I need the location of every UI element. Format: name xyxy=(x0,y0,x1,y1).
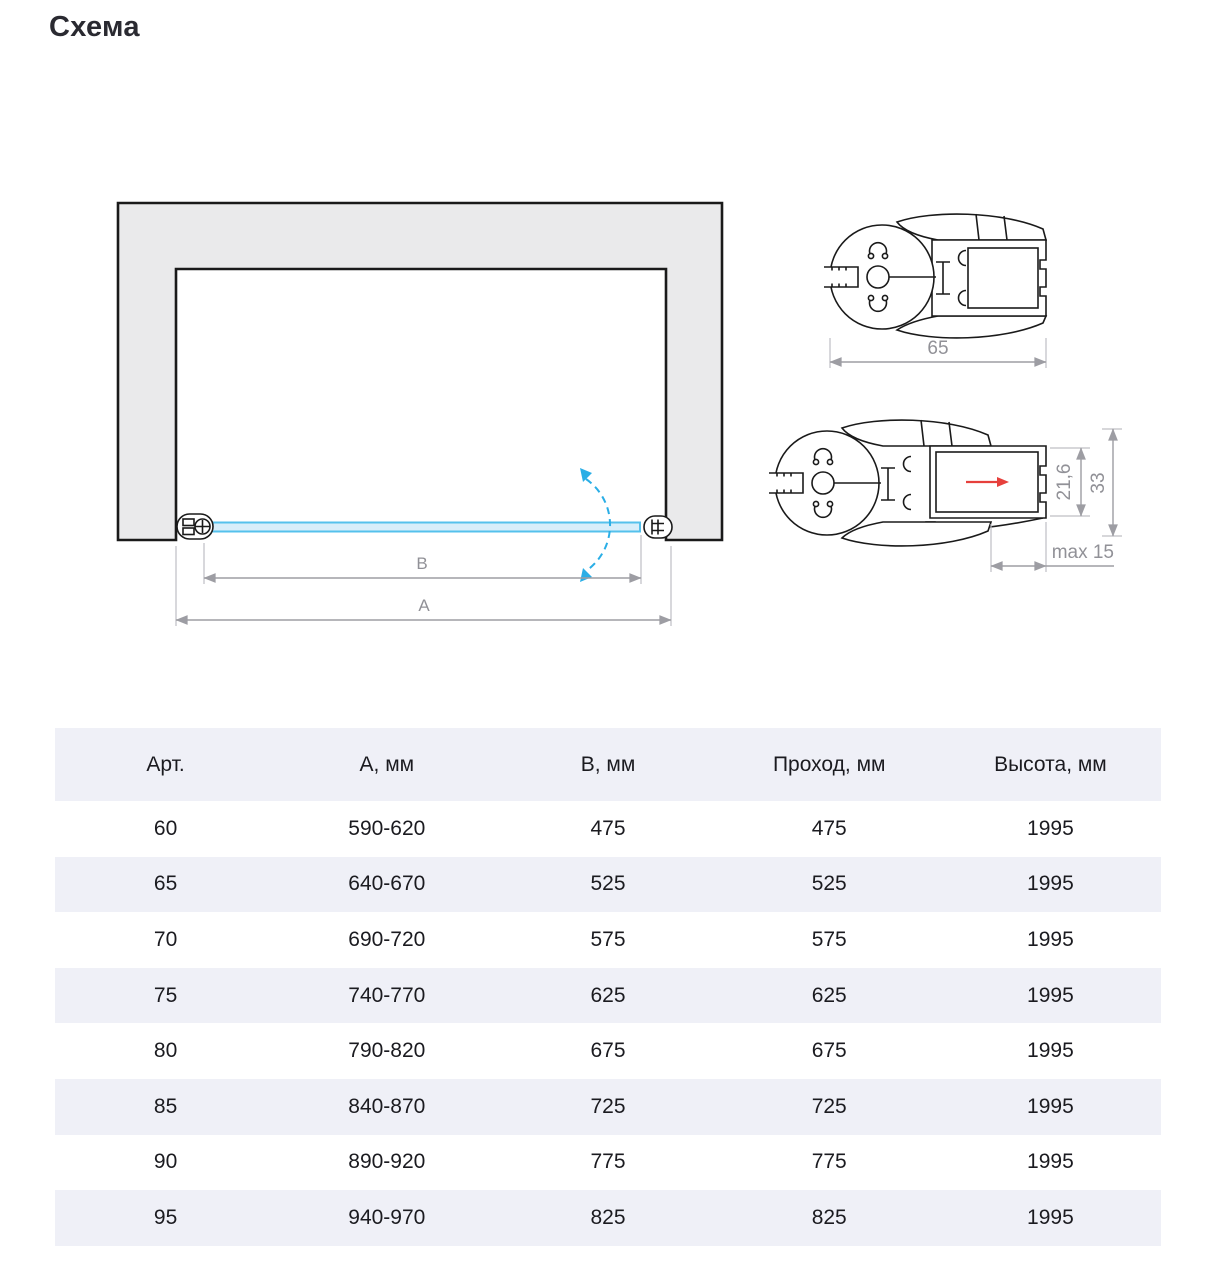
wall-profile-left xyxy=(177,514,213,539)
table-row xyxy=(55,968,1161,1024)
table-cell: 625 xyxy=(811,983,847,1007)
column-header: А, мм xyxy=(359,752,415,776)
table-cell: 1995 xyxy=(1027,927,1074,951)
table-cell: 575 xyxy=(811,927,847,951)
profile-section-closed xyxy=(824,214,1046,368)
table-cell: 475 xyxy=(811,816,847,840)
table-row xyxy=(55,857,1161,913)
table-row xyxy=(55,1079,1161,1135)
spec-table xyxy=(55,728,1161,1246)
table-cell: 690-720 xyxy=(348,927,426,951)
dimension-profile-height xyxy=(1088,429,1122,536)
table-cell: 90 xyxy=(153,1150,178,1174)
table-cell: 75 xyxy=(153,983,178,1007)
profile-width-label: 65 xyxy=(927,338,949,359)
table-cell: 725 xyxy=(590,1094,626,1118)
table-row xyxy=(55,912,1161,968)
table-cell: 1995 xyxy=(1027,1205,1074,1229)
column-header: Проход, мм xyxy=(772,752,886,776)
table-cell: 475 xyxy=(590,816,626,840)
table-cell: 790-820 xyxy=(348,1039,426,1063)
table-cell: 525 xyxy=(811,872,847,896)
table-cell: 80 xyxy=(153,1039,178,1063)
table-cell: 675 xyxy=(811,1039,847,1063)
dimension-profile-depth xyxy=(1050,448,1090,516)
table-cell: 1995 xyxy=(1027,983,1074,1007)
table-cell: 940-970 xyxy=(348,1205,426,1229)
wall-top-view xyxy=(118,203,722,540)
table-body xyxy=(55,801,1161,1246)
table-cell: 825 xyxy=(811,1205,847,1229)
table-cell: 1995 xyxy=(1027,1150,1074,1174)
table-cell: 95 xyxy=(153,1205,178,1229)
table-cell: 590-620 xyxy=(348,816,426,840)
table-cell: 85 xyxy=(153,1094,178,1118)
column-header: Арт. xyxy=(146,752,185,776)
table-cell: 640-670 xyxy=(348,872,426,896)
profile-depth-label: 21,6 xyxy=(1054,463,1075,501)
dim-b-label: B xyxy=(416,554,428,573)
table-cell: 1995 xyxy=(1027,816,1074,840)
column-header: Высота, мм xyxy=(994,752,1107,776)
table-cell: 65 xyxy=(153,872,178,896)
table-cell: 725 xyxy=(811,1094,847,1118)
dimension-b xyxy=(204,535,641,584)
table-cell: 1995 xyxy=(1027,1094,1074,1118)
table-cell: 1995 xyxy=(1027,872,1074,896)
table-cell: 825 xyxy=(590,1205,626,1229)
table-cell: 625 xyxy=(590,983,626,1007)
table-cell: 525 xyxy=(590,872,626,896)
table-cell: 775 xyxy=(590,1150,626,1174)
glass-door-panel xyxy=(208,523,640,532)
profile-adjust-label: max 15 xyxy=(1051,542,1114,563)
table-cell: 675 xyxy=(590,1039,626,1063)
table-cell: 840-870 xyxy=(348,1094,426,1118)
table-row xyxy=(55,801,1161,857)
table-cell: 1995 xyxy=(1027,1039,1074,1063)
wall-profile-right xyxy=(644,516,672,538)
table-row xyxy=(55,1135,1161,1191)
table-cell: 70 xyxy=(153,927,178,951)
page-title: Схема xyxy=(49,11,140,43)
table-cell: 890-920 xyxy=(348,1150,426,1174)
table-cell: 60 xyxy=(153,816,178,840)
dim-a-label: A xyxy=(418,596,430,615)
table-cell: 575 xyxy=(590,927,626,951)
dimension-adjustment-range xyxy=(991,522,1114,572)
table-row xyxy=(55,1190,1161,1246)
swing-arrow-down-icon xyxy=(580,568,592,582)
table-row xyxy=(55,1023,1161,1079)
column-header: В, мм xyxy=(580,752,636,776)
table-header xyxy=(55,728,1161,801)
profile-section-extended xyxy=(769,420,1122,572)
table-cell: 775 xyxy=(811,1150,847,1174)
table-cell: 740-770 xyxy=(348,983,426,1007)
profile-height-label: 33 xyxy=(1088,472,1109,494)
